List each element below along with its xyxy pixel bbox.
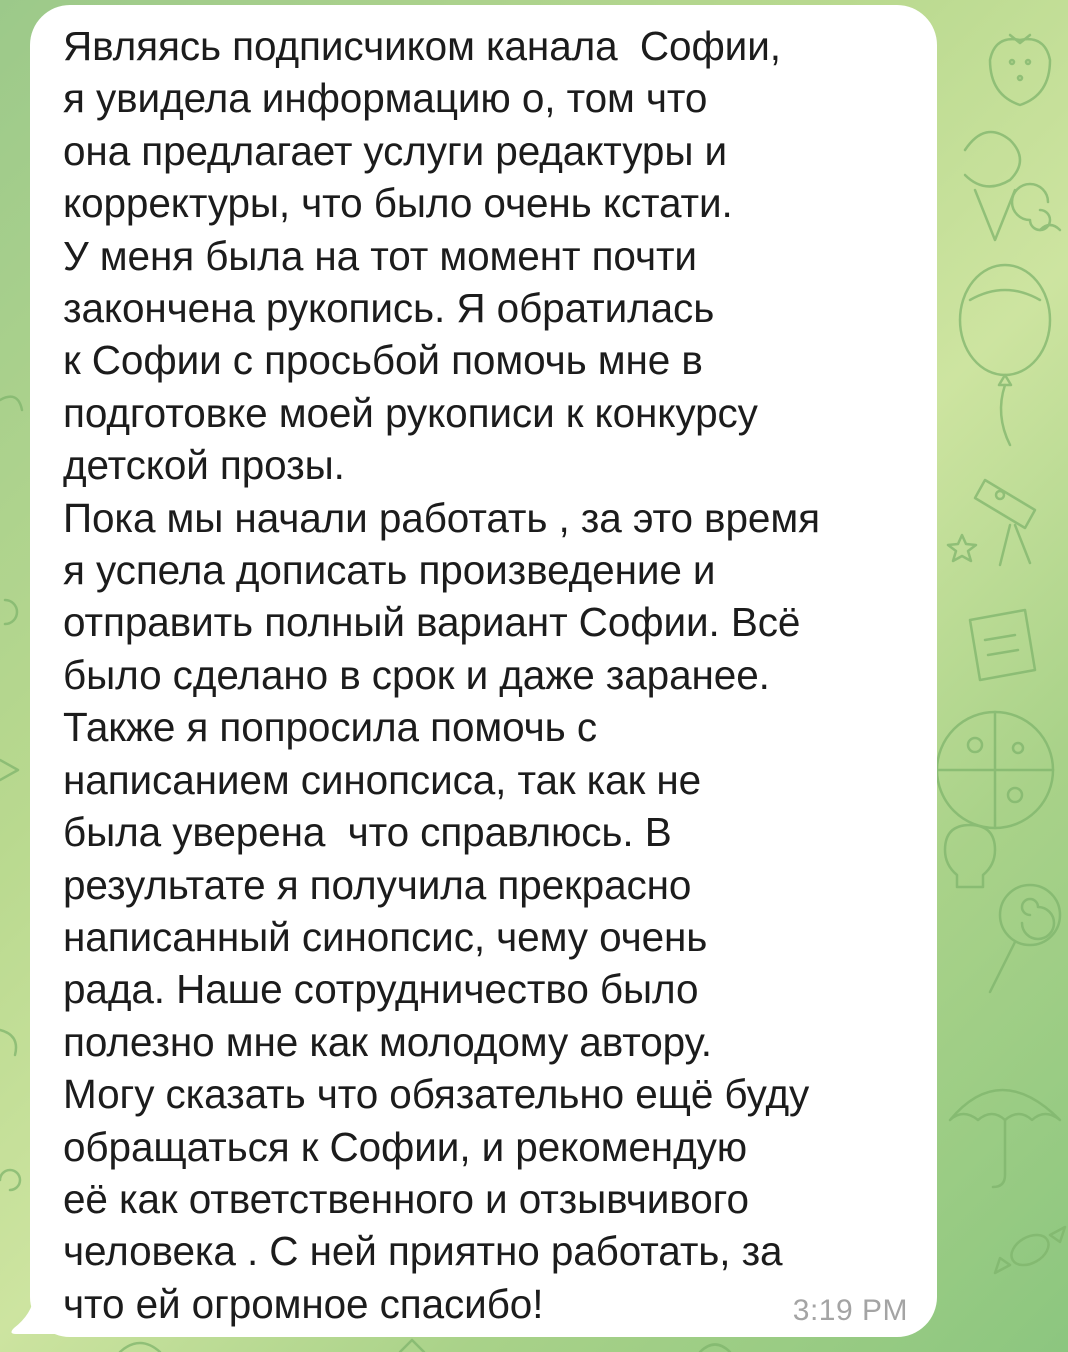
message-line: что ей огромное спасибо! — [63, 1280, 544, 1327]
message-line: отправить полный вариант Софии. Всё — [63, 599, 801, 646]
message-line: корректуры, что было очень кстати. — [63, 180, 733, 227]
umbrella-doodle-icon — [950, 1090, 1060, 1187]
ice-cream-doodle-icon — [965, 132, 1060, 240]
message-line: Являясь подписчиком канала Софии, — [63, 23, 781, 69]
box-doodle-icon — [970, 610, 1035, 680]
message-line: Могу сказать что обязательно ещё буду — [63, 1071, 810, 1118]
message-line: закончена рукопись. Я обратилась — [63, 285, 715, 332]
message-line: Пока мы начали работать , за это время — [63, 494, 820, 541]
message-line: полезно мне как молодому автору. — [63, 1018, 712, 1065]
message-line: человека . С ней приятно работать, за — [63, 1228, 783, 1275]
message-line: она предлагает услуги редактуры и — [63, 127, 728, 174]
message-line: была уверена что справлюсь. В — [63, 809, 672, 856]
message-line: Также я попросила помочь с — [63, 704, 597, 751]
telescope-doodle-icon — [975, 480, 1035, 565]
message-line: результате я получила прекрасно — [63, 861, 692, 908]
lollipop-doodle-icon — [990, 885, 1060, 992]
message-line: детской прозы. — [63, 442, 345, 489]
message-line: У меня была на тот момент почти — [63, 232, 697, 279]
message-line: рада. Наше сотрудничество было — [63, 966, 699, 1013]
spiral-doodle-icon — [1012, 184, 1050, 230]
balloon-doodle-icon — [960, 265, 1050, 445]
lightbulb-doodle-icon — [945, 825, 995, 887]
message-line: подготовке моей рукописи к конкурсу — [63, 389, 758, 436]
message-line: было сделано в срок и даже заранее. — [63, 651, 770, 698]
left-edge-doodles-icon — [0, 397, 22, 1190]
message-line: к Софии с просьбой помочь мне в — [63, 337, 703, 384]
strawberry-doodle-icon — [990, 35, 1050, 105]
message-line: написанием синопсиса, так как не — [63, 756, 702, 803]
candy-doodle-icon — [995, 1227, 1065, 1273]
message-timestamp: 3:19 PM — [792, 1294, 908, 1327]
message-line: я успела дописать произведение и — [63, 547, 716, 594]
bottom-edge-doodles-icon — [120, 1340, 730, 1352]
star-doodle-icon — [948, 535, 976, 561]
message-line: написанный синопсис, чему очень — [63, 913, 708, 960]
message-line: её как ответственного и отзывчивого — [63, 1175, 749, 1222]
pizza-doodle-icon — [937, 712, 1053, 828]
message-text — [63, 20, 923, 1330]
message-line: я увидела информацию о, том что — [63, 75, 708, 122]
message-line: обращаться к Софии, и рекомендую — [63, 1123, 748, 1170]
